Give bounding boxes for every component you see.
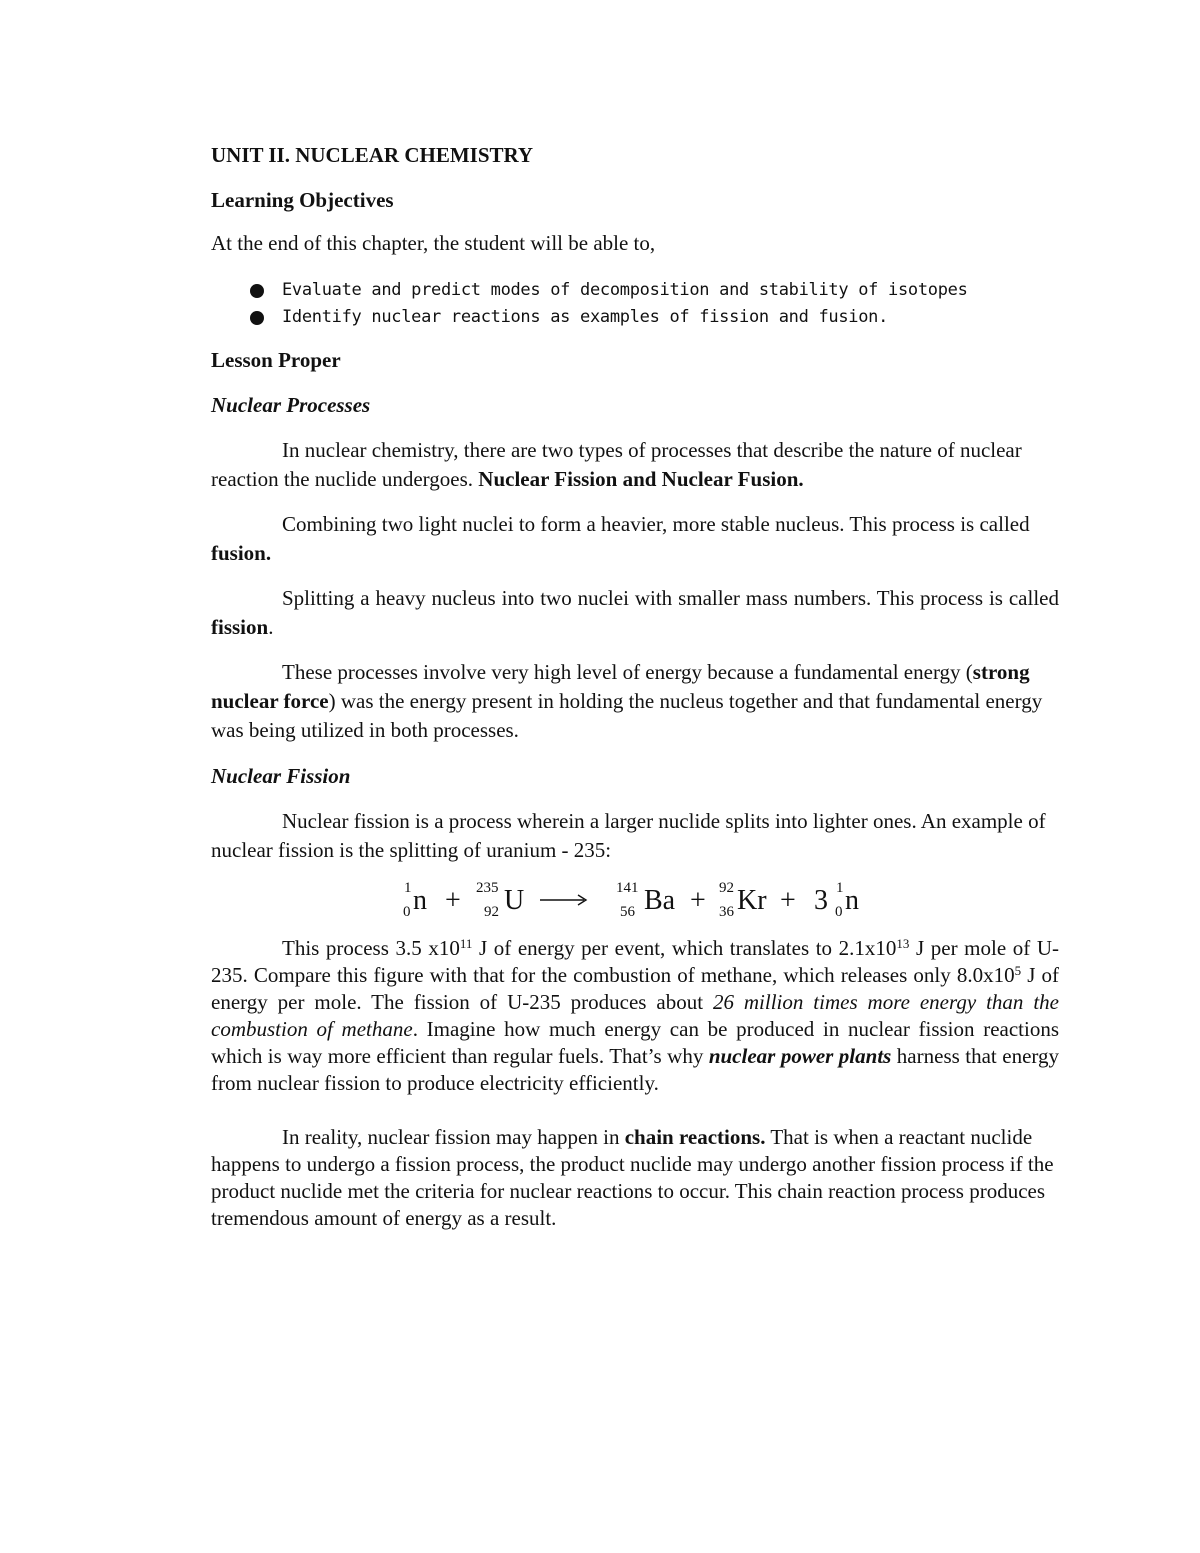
- paragraph-text: These processes involve very high level of energy because a fundamental energy (: [282, 660, 973, 684]
- paragraph-text: In reality, nuclear fission may happen in: [282, 1125, 625, 1149]
- unit-title: UNIT II. NUCLEAR CHEMISTRY: [211, 143, 534, 167]
- plus-sign: +: [690, 885, 706, 916]
- paragraph-energy: [211, 658, 1059, 745]
- paragraph-text: . Imagine how much energy can be produced in nuclear fission reactions which is way more efficient than regular fuels. That’s why: [211, 1017, 1060, 1068]
- element-symbol: Ba: [644, 885, 676, 916]
- element-symbol: U: [504, 885, 525, 916]
- element-symbol: Kr: [737, 885, 767, 916]
- bold-term: fusion.: [211, 541, 272, 565]
- atomic-number: 0: [835, 904, 843, 920]
- paragraph-chain-reaction: [211, 1124, 1059, 1232]
- plus-sign: +: [445, 885, 461, 916]
- objective-text: Identify nuclear reactions as examples of fission and fusion.: [282, 307, 889, 327]
- mass-number: 141: [616, 880, 639, 896]
- paragraph-fission-intro: Nuclear fission is a process wherein a larger nuclide splits into lighter ones. An example of nuclear fission is the splitting of uranium - 235:: [211, 809, 1046, 862]
- objective-text: Evaluate and predict modes of decomposition and stability of isotopes: [282, 280, 968, 300]
- paragraph-fission-def: [211, 584, 1059, 642]
- paragraph-text: ) was the energy present in holding the nucleus together and that fundamental energy was being utilized in both processes.: [211, 689, 1043, 742]
- bold-term: chain reactions.: [624, 1125, 766, 1149]
- paragraph-text: That is when a reactant nuclide happens to undergo a fission process, the product nuclide may undergo another fission process if the product nuclide met the criteria for nuclear reactions to occur. This chain reaction process produces tremendous amount of energy as a result.: [211, 1125, 1054, 1230]
- exponent: 5: [1014, 963, 1022, 978]
- exponent: 11: [459, 936, 473, 951]
- bullet-icon: [250, 284, 264, 298]
- mass-number: 235: [476, 880, 499, 896]
- paragraph-text: J of energy per mole. The fission of U-235 produces about: [211, 963, 1059, 1014]
- element-symbol: n: [845, 885, 859, 916]
- italic-phrase: 26 million times more energy than the combustion of methane: [211, 990, 1060, 1041]
- processes-heading: Nuclear Processes: [211, 393, 371, 417]
- paragraph-text: Combining two light nuclei to form a heavier, more stable nucleus. This process is called: [282, 512, 1030, 536]
- atomic-number: 92: [484, 904, 499, 920]
- objectives-list: [248, 277, 968, 331]
- element-symbol: n: [413, 885, 427, 916]
- coefficient: 3: [814, 885, 828, 916]
- list-item: [248, 277, 968, 304]
- mass-number: 92: [719, 880, 734, 896]
- paragraph-text: J of energy per event, which translates to 2.1x10: [472, 936, 897, 960]
- bold-term: fission: [211, 615, 269, 639]
- mass-number: 1: [836, 880, 844, 896]
- fission-heading: Nuclear Fission: [211, 764, 351, 788]
- atomic-number: 56: [620, 904, 635, 920]
- paragraph-text: Splitting a heavy nucleus into two nuclei with smaller mass numbers. This process is called: [282, 586, 1059, 610]
- paragraph-text: J per mole of U-235. Compare this figure with that for the combustion of methane, which releases only 8.0x10: [211, 936, 1059, 987]
- objectives-heading: Learning Objectives: [211, 188, 394, 212]
- atomic-number: 0: [403, 904, 411, 920]
- paragraph-text: harness that energy from nuclear fission to produce electricity efficiently.: [211, 1044, 1059, 1095]
- paragraph-fission-energy: [211, 935, 1059, 1097]
- mass-number: 1: [404, 880, 412, 896]
- paragraph-processes: [211, 436, 1059, 494]
- bold-term: strong nuclear force: [211, 660, 1030, 713]
- list-item: [248, 304, 968, 331]
- atomic-number: 36: [719, 904, 734, 920]
- lesson-heading: Lesson Proper: [211, 348, 341, 372]
- bold-italic-phrase: nuclear power plants: [708, 1044, 892, 1068]
- fission-equation: [400, 878, 880, 922]
- paragraph-text: .: [268, 615, 274, 639]
- objectives-intro: At the end of this chapter, the student will be able to,: [211, 231, 656, 255]
- paragraph-text: In nuclear chemistry, there are two types of processes that describe the nature of nuclear reaction the nuclide undergoes.: [211, 438, 1022, 491]
- exponent: 13: [896, 936, 910, 951]
- paragraph-text: This process 3.5 x10: [282, 936, 460, 960]
- paragraph-fusion: [211, 510, 1059, 568]
- bold-term: Nuclear Fission and Nuclear Fusion.: [478, 467, 804, 491]
- plus-sign: +: [780, 885, 796, 916]
- bullet-icon: [250, 311, 264, 325]
